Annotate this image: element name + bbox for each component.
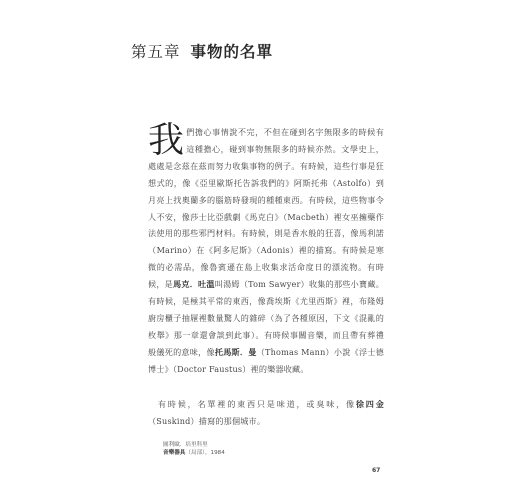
chapter-number: 第五章 (131, 43, 181, 61)
chapter-title: 事物的名單 (190, 43, 274, 61)
paragraph-2-text-b: （Suskind）描寫的那個城市。 (148, 415, 266, 426)
name-thomas-mann: 托馬斯．曼 (214, 346, 257, 357)
paragraph-2-text-a: 有時候，名單裡的東西只是味道，或臭味，像 (157, 398, 356, 409)
caption-work: 音樂器具 (163, 450, 186, 456)
caption-work-line (163, 449, 225, 457)
page-number: 67 (372, 467, 381, 474)
chapter-heading (131, 40, 273, 62)
paragraph-1-text-c: （Thomas Mann）小說《浮士德博士》（Doctor Faustus）裡的樂器收藏。 (148, 346, 384, 374)
body-text (148, 120, 384, 429)
name-mark-twain: 馬克．吐溫 (173, 279, 215, 290)
name-suskind: 徐四金 (355, 398, 384, 409)
paragraph-1-text-b: 叫湯姆（Tom Sawyer）收集的那些小寶藏。有時候，是極其平常的東西，像喬埃斯《尤里西斯》裡，布隆姆廚房櫃子抽屜裡數量驚人的雜碎（為了各種原因，下文《混亂的枚舉》那一章還會談到此事）。有時候事關音樂，而且帶有葬禮般儀死的意味，像 (148, 279, 384, 357)
caption-detail: （局部），1984 (185, 450, 225, 456)
caption-artist: 圖利歐．培里科里 (163, 442, 208, 448)
paragraph-2 (148, 396, 384, 430)
drop-cap: 我 (148, 120, 185, 161)
paragraph-1 (148, 120, 384, 378)
paragraph-1-text-a: 們擔心事情說不完，不但在碰到名字無限多的時候有這種擔心，碰到事物無限多的時候亦然。文學史上，處處是念茲在茲而努力收集事物的例子。有時候，這些行事是狂想式的，像《亞里歐斯托告訴我們的》阿斯托弗（Astolfo）到月亮上找奧蘭多的腦筋時發現的種種東西。有時候，這些物事令人不安，像莎士比亞戲劇《馬克白》（Macbeth）裡女巫擁藥作法使用的那些邪門材料。有時候，則是香水般的狂喜，像馬利諾（Marino）在《阿多尼斯》（Adonis）裡的描寫。有時候是寒微的必需品，像魯賓遜在島上收集求活命度日的漂流物。有時候，是 (148, 127, 384, 290)
figure-caption (163, 441, 225, 457)
